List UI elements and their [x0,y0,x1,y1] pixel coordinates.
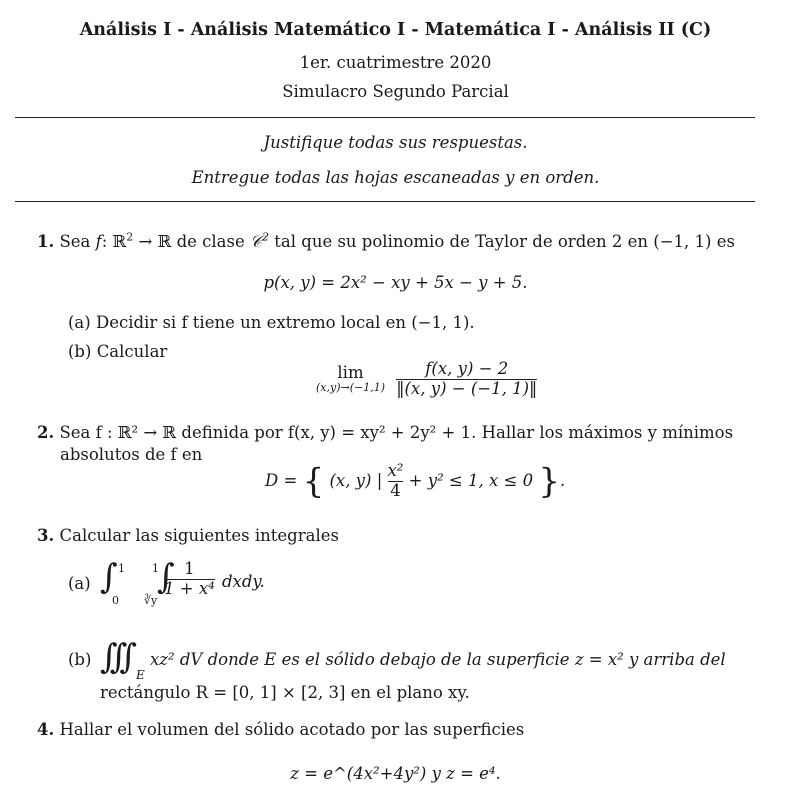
set-lhs: D = [265,470,298,490]
left-brace: { [302,461,325,502]
taylor-polynomial: p(x, y) = 2x² − xy + 5x − y + 5. [263,273,528,292]
surfaces-formula: z = e^(4x²+4y²) y z = e⁴. [290,764,501,783]
integral-upper-limit: 1 [152,562,159,575]
problem-text: Hallar el volumen del sólido acotado por las superficies [59,720,525,739]
subpart-label: (b) [68,342,92,361]
instruction-justify: Justifique todas sus respuestas. [263,133,528,152]
problem-2-statement-cont: absolutos de f en [60,445,203,464]
integral-sign: ∫ [156,557,175,597]
subpart-label: (a) [68,313,91,332]
integral-lower-limit: 0 [112,594,119,607]
math-function: f [95,232,102,251]
limit-fraction [396,360,537,399]
exam-course-title: Análisis I - Análisis Matemático I - Matemática I - Análisis II (C) [79,20,712,40]
problem-text: Sea f : ℝ² → ℝ definida por f(x, y) = xy² + 2y² + 1. Hallar los máximos y mínimos [59,423,734,442]
set-element: (x, y) | [329,470,383,490]
lim-operator: lim [337,362,364,382]
problem-2-statement [37,423,733,442]
fraction-numerator: 1 [184,559,195,578]
problem-text: Sea [59,232,91,251]
set-fraction [388,462,404,501]
subpart-text: Calcular [96,342,168,361]
set-condition: + y² ≤ 1, x ≤ 0 [408,470,534,490]
integral-lower-limit: ∛y [144,594,158,607]
top-divider [15,117,755,118]
domain-set: D = { (x, y) | $\frac{\text{x²}}{4}$ + y² ≤ 1, x ≤ 0 }. [265,461,566,502]
fraction-numerator: x² [387,461,404,480]
triple-integral-sign: ∫∫∫ [100,637,130,677]
problem-3b-cont: rectángulo R = [0, 1] × [2, 3] en el plano xy. [100,683,470,702]
problem-4-statement [37,720,524,739]
integrand-fraction [164,560,215,599]
subpart-label: (a) [68,574,91,593]
integral-region: E [136,668,145,682]
right-brace: } [538,461,560,502]
exam-term: 1er. cuatrimestre 2020 [299,53,492,72]
problem-text: Calcular las siguientes integrales [59,526,339,545]
math-class: 𝒞$^2$ [249,230,270,251]
lim-subscript: (x,y)→(−1,1) [316,381,386,395]
subpart-text: Decidir si f tiene un extremo local en (−1, 1). [95,313,475,332]
fraction-denominator: 1 + x⁴ [164,578,215,598]
instruction-submit: Entregue todas las hojas escaneadas y en orden. [191,168,600,187]
differentials: dxdy. [222,572,265,591]
bottom-divider [15,201,755,202]
subpart-text: xz² dV donde E es el sólido debajo de la superficie z = x² y arriba del [150,650,726,669]
problem-1a [68,313,475,332]
limit-expression [316,360,537,399]
exam-name: Simulacro Segundo Parcial [282,82,509,101]
problem-text: de clase [176,232,245,251]
problem-number: 4. [37,720,55,739]
fraction-numerator: f(x, y) − 2 [425,359,509,378]
integral-upper-limit: 1 [118,562,125,575]
problem-3-statement [37,526,339,545]
problem-3b [68,637,758,682]
fraction-denominator: ‖(x, y) − (−1, 1)‖ [396,378,538,398]
problem-3a [68,557,328,610]
problem-1-statement: 1. Sea f: ℝ$^2$ → ℝ de clase 𝒞$^2$ tal que su polinomio de Taylor de orden 2 en (−1, 1) es [37,230,735,251]
problem-number: 3. [37,526,55,545]
problem-number: 2. [37,423,55,442]
problem-1b [68,342,167,361]
problem-number: 1. [37,232,55,251]
fraction-denominator: 4 [388,481,404,501]
subpart-label: (b) [68,650,92,669]
problem-text: tal que su polinomio de Taylor de orden 2 en (−1, 1) es [274,232,735,251]
integral-sign: ∫ [100,557,118,597]
